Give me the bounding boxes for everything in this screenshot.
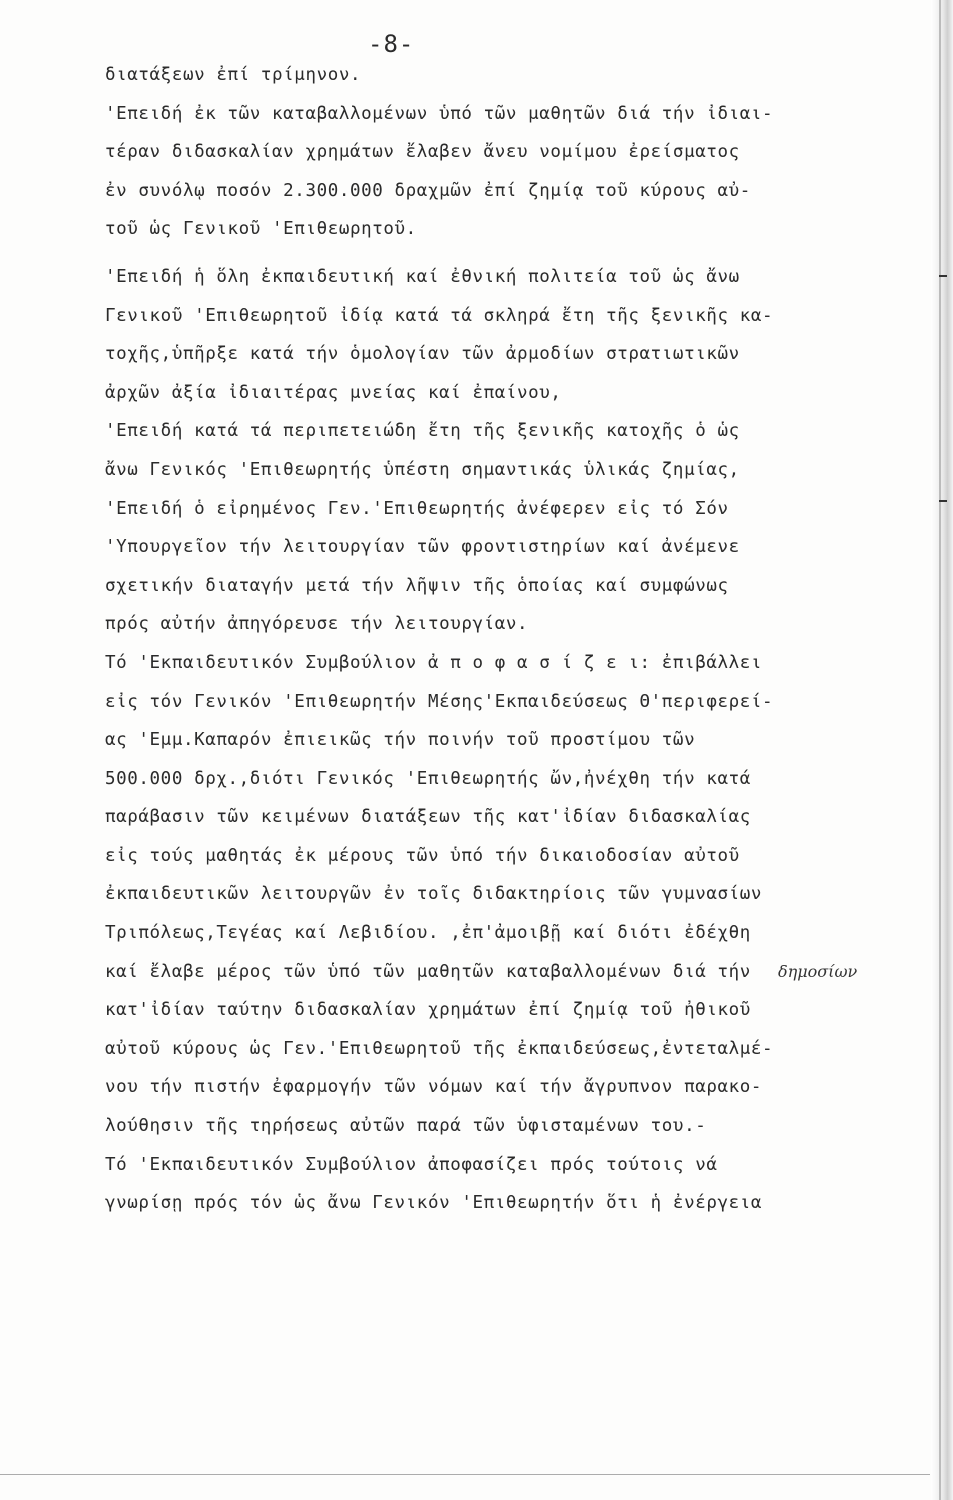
- page-number: -8-: [368, 30, 415, 58]
- text-line: πρός αὐτήν ἀπηγόρευσε τήν λειτουργίαν.: [105, 614, 529, 635]
- text-line: τοῦ ὡς Γενικοῦ 'Επιθεωρητοῦ.: [105, 219, 417, 240]
- text-line: Τό 'Εκπαιδευτικόν Συμβούλιον ἀποφασίζει πρός τούτοις νά: [105, 1154, 718, 1175]
- text-line: κατ'ἰδίαν ταύτην διδασκαλίαν χρημάτων ἐπί ζημίᾳ τοῦ ἠθικοῦ: [105, 1000, 751, 1021]
- text-line: παράβασιν τῶν κειμένων διατάξεων τῆς κατ'ἰδίαν διδασκαλίας: [105, 807, 751, 828]
- text-line: 'Υπουργεῖον τήν λειτουργίαν τῶν φροντιστηρίων καί ἀνέμενε: [105, 537, 740, 558]
- text-line: λούθησιν τῆς τηρήσεως αὐτῶν παρά τῶν ὑφισταμένων του.-: [105, 1116, 707, 1137]
- text-line: Τριπόλεως,Τεγέας καί Λεβιδίου. ,ἐπ'ἀμοιβῇ καί διότι ἐδέχθη: [105, 923, 751, 944]
- page-binding-edge: [931, 0, 953, 1500]
- text-line: ας 'Εμμ.Καπαρόν ἐπιεικῶς τήν ποινήν τοῦ προστίμου τῶν: [105, 730, 696, 751]
- text-line: γνωρίσῃ πρός τόν ὡς ἄνω Γενικόν 'Επιθεωρητήν ὅτι ἡ ἐνέργεια: [105, 1193, 763, 1214]
- text-line: διατάξεων ἐπί τρίμηνον.: [105, 65, 362, 85]
- text-line: 'Επειδή ἡ ὅλη ἐκπαιδευτική καί ἐθνική πολιτεία τοῦ ὡς ἄνω: [105, 266, 740, 287]
- handwritten-correction: δημοσίων: [778, 962, 858, 981]
- binding-line: [939, 0, 941, 1500]
- text-line: ἐκπαιδευτικῶν λειτουργῶν ἐν τοῖς διδακτηρίοις τῶν γυμνασίων: [105, 884, 763, 905]
- text-line: ἐν συνόλῳ ποσόν 2.300.000 δραχμῶν ἐπί ζημίᾳ τοῦ κύρους αὐ-: [105, 180, 751, 201]
- text-line: σχετικήν διαταγήν μετά τήν λῆψιν τῆς ὁποίας καί συμφώνως: [105, 575, 729, 596]
- text-line: εἰς τόν Γενικόν 'Επιθεωρητήν Μέσης'Εκπαιδεύσεως Θ'περιφερεί-: [105, 691, 774, 712]
- text-line: Γενικοῦ 'Επιθεωρητοῦ ἰδίᾳ κατά τά σκληρά ἔτη τῆς ξενικῆς κα-: [105, 305, 774, 326]
- margin-mark: [939, 500, 947, 502]
- text-line: αὐτοῦ κύρους ὡς Γεν.'Επιθεωρητοῦ τῆς ἐκπαιδεύσεως,ἐντεταλμέ-: [105, 1038, 774, 1059]
- text-line: Τό 'Εκπαιδευτικόν Συμβούλιον ἀ π ο φ α σ ί ζ ε ι: ἐπιβάλλει: [105, 652, 763, 673]
- text-line: τοχῆς,ὑπῆρξε κατά τήν ὁμολογίαν τῶν ἀρμοδίων στρατιωτικῶν: [105, 344, 740, 365]
- text-line: τέραν διδασκαλίαν χρημάτων ἔλαβεν ἄνευ νομίμου ἐρείσματος: [105, 142, 740, 163]
- text-line: 'Επειδή ὁ εἰρημένος Γεν.'Επιθεωρητής ἀνέφερεν εἰς τό Σόν: [105, 498, 729, 519]
- text-line: 'Επειδή ἐκ τῶν καταβαλλομένων ὑπό τῶν μαθητῶν διά τήν ἰδιαι-: [105, 103, 774, 124]
- text-line: 'Επειδή κατά τά περιπετειώδη ἔτη τῆς ξενικῆς κατοχῆς ὁ ὡς: [105, 421, 740, 442]
- text-line: 500.000 δρχ.,διότι Γενικός 'Επιθεωρητής ὤν,ἠνέχθη τήν κατά: [105, 768, 751, 789]
- text-line: καί ἔλαβε μέρος τῶν ὑπό τῶν μαθητῶν καταβαλλομένων διά τήν: [105, 961, 751, 982]
- text-line: εἰς τούς μαθητάς ἐκ μέρους τῶν ὑπό τήν δικαιοδοσίαν αὐτοῦ: [105, 845, 740, 866]
- text-line: ἄνω Γενικός 'Επιθεωρητής ὑπέστη σημαντικάς ὑλικάς ζημίας,: [105, 459, 740, 480]
- text-line: ἀρχῶν ἀξία ἰδιαιτέρας μνείας καί ἐπαίνου,: [105, 382, 562, 403]
- margin-mark: [939, 275, 947, 277]
- text-line: νου τήν πιστήν ἐφαρμογήν τῶν νόμων καί τήν ἄγρυπνον παρακο-: [105, 1077, 763, 1098]
- bottom-rule: [0, 1474, 930, 1475]
- typed-text-body: [105, 56, 905, 1223]
